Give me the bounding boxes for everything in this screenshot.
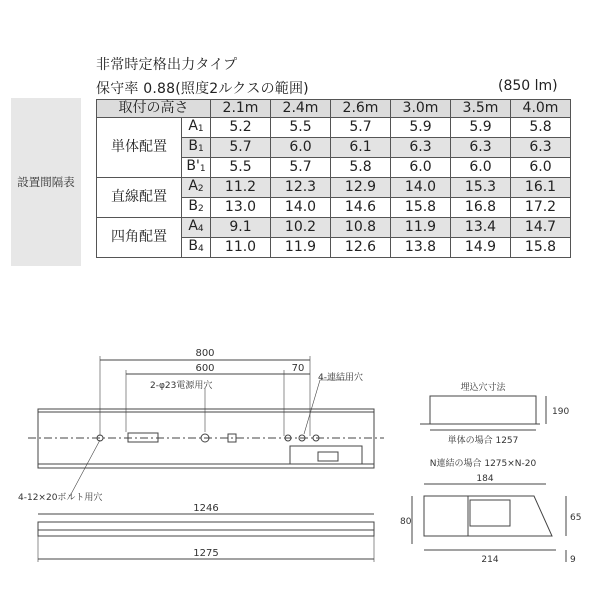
spacing-value: 6.3 — [511, 138, 571, 158]
header-height: 3.0m — [391, 100, 451, 118]
fixture-side-bottom — [38, 530, 374, 536]
spacing-value: 11.9 — [391, 218, 451, 238]
row-code-letter: B' — [186, 158, 200, 174]
row-code-letter: B — [188, 238, 198, 254]
link-hole-label: 4-連結用穴 — [318, 373, 363, 383]
spacing-value: 13.0 — [211, 198, 271, 218]
spacing-value: 12.6 — [331, 238, 391, 258]
spacing-value: 5.8 — [511, 118, 571, 138]
spacing-value: 14.6 — [331, 198, 391, 218]
section-body — [424, 496, 468, 536]
spacing-value: 14.0 — [391, 178, 451, 198]
spacing-value: 11.2 — [211, 178, 271, 198]
side-label-text: 設置間隔表 — [17, 175, 75, 189]
spacing-value: 6.0 — [271, 138, 331, 158]
spacing-value: 15.8 — [511, 238, 571, 258]
spacing-value: 11.0 — [211, 238, 271, 258]
spacing-value: 9.1 — [211, 218, 271, 238]
header-height: 2.1m — [211, 100, 271, 118]
lumen-output: (850 lm) — [498, 78, 558, 94]
row-code-subscript: 4 — [197, 244, 204, 254]
spacing-value: 5.9 — [451, 118, 511, 138]
spacing-value: 17.2 — [511, 198, 571, 218]
row-code-subscript: 1 — [199, 164, 206, 174]
spacing-value: 5.7 — [211, 138, 271, 158]
spacing-value: 14.9 — [451, 238, 511, 258]
row-code-letter: A — [188, 218, 198, 234]
dim-600-label: 600 — [195, 363, 215, 374]
terminal-block — [318, 452, 338, 461]
spacing-value: 14.0 — [271, 198, 331, 218]
row-code-subscript: 4 — [197, 224, 204, 234]
header-mount-height: 取付の高さ — [97, 100, 211, 118]
dim-80-label: 80 — [400, 517, 412, 527]
ceiling-cutout-outline — [430, 396, 536, 424]
spacing-value: 5.8 — [331, 158, 391, 178]
product-type-title: 非常時定格出力タイプ — [96, 57, 238, 73]
row-code-subscript: 1 — [197, 144, 204, 154]
spacing-value: 16.1 — [511, 178, 571, 198]
spacing-value: 6.0 — [451, 158, 511, 178]
maintenance-factor-subtitle: 保守率 0.88(照度2ルクスの範囲) — [96, 81, 309, 97]
row-code-subscript: 2 — [197, 184, 204, 194]
row-code-letter: B — [188, 198, 198, 214]
header-height: 4.0m — [511, 100, 571, 118]
header-height: 2.4m — [271, 100, 331, 118]
dim-800-label: 800 — [195, 348, 215, 359]
cutout-title: 埋込穴寸法 — [460, 383, 506, 393]
row-code-letter: A — [188, 118, 198, 134]
dim-214-label: 214 — [481, 555, 499, 565]
dim-9-label: 9 — [570, 555, 576, 565]
spacing-value: 10.2 — [271, 218, 331, 238]
spacing-value: 6.3 — [391, 138, 451, 158]
power-hole-label: 2-φ23電源用穴 — [150, 381, 213, 391]
dim-70-label: 70 — [291, 363, 305, 374]
spacing-value: 15.8 — [391, 198, 451, 218]
spacing-value: 5.7 — [271, 158, 331, 178]
header-height: 2.6m — [331, 100, 391, 118]
spacing-value: 5.9 — [391, 118, 451, 138]
dim-190-label: 190 — [552, 407, 570, 417]
dim-184-label: 184 — [476, 474, 494, 484]
dim-1246-label: 1246 — [193, 503, 219, 514]
group-label: 直線配置 — [97, 178, 182, 218]
row-code-letter: B — [188, 138, 198, 154]
spacing-value: 6.0 — [511, 158, 571, 178]
spacing-value: 13.4 — [451, 218, 511, 238]
spacing-value: 6.1 — [331, 138, 391, 158]
leader-link-hole — [304, 380, 320, 434]
single-case-label: 単体の場合 1257 — [447, 436, 519, 446]
spacing-value: 5.2 — [211, 118, 271, 138]
spacing-value: 15.3 — [451, 178, 511, 198]
spacing-value: 11.9 — [271, 238, 331, 258]
row-code-subscript: 1 — [197, 124, 204, 134]
linked-case-label: N連結の場合 1275×N-20 — [429, 459, 537, 469]
spacing-value: 6.0 — [391, 158, 451, 178]
row-code-letter: A — [188, 178, 198, 194]
header-height: 3.5m — [451, 100, 511, 118]
spacing-value: 10.8 — [331, 218, 391, 238]
section-internal — [470, 500, 510, 526]
fixture-side-top — [38, 522, 374, 530]
spacing-value: 6.3 — [451, 138, 511, 158]
spacing-value: 16.8 — [451, 198, 511, 218]
spacing-value: 5.5 — [271, 118, 331, 138]
spacing-value: 5.5 — [211, 158, 271, 178]
row-code-subscript: 2 — [197, 204, 204, 214]
spacing-value: 13.8 — [391, 238, 451, 258]
spacing-value: 14.7 — [511, 218, 571, 238]
group-label: 四角配置 — [97, 218, 182, 258]
spacing-value: 12.3 — [271, 178, 331, 198]
dim-1275-label: 1275 — [193, 548, 219, 559]
dim-65-label: 65 — [570, 513, 582, 523]
bolt-hole-label: 4-12×20ボルト用穴 — [18, 493, 103, 503]
spacing-value: 12.9 — [331, 178, 391, 198]
spacing-value: 5.7 — [331, 118, 391, 138]
group-label: 単体配置 — [97, 118, 182, 178]
